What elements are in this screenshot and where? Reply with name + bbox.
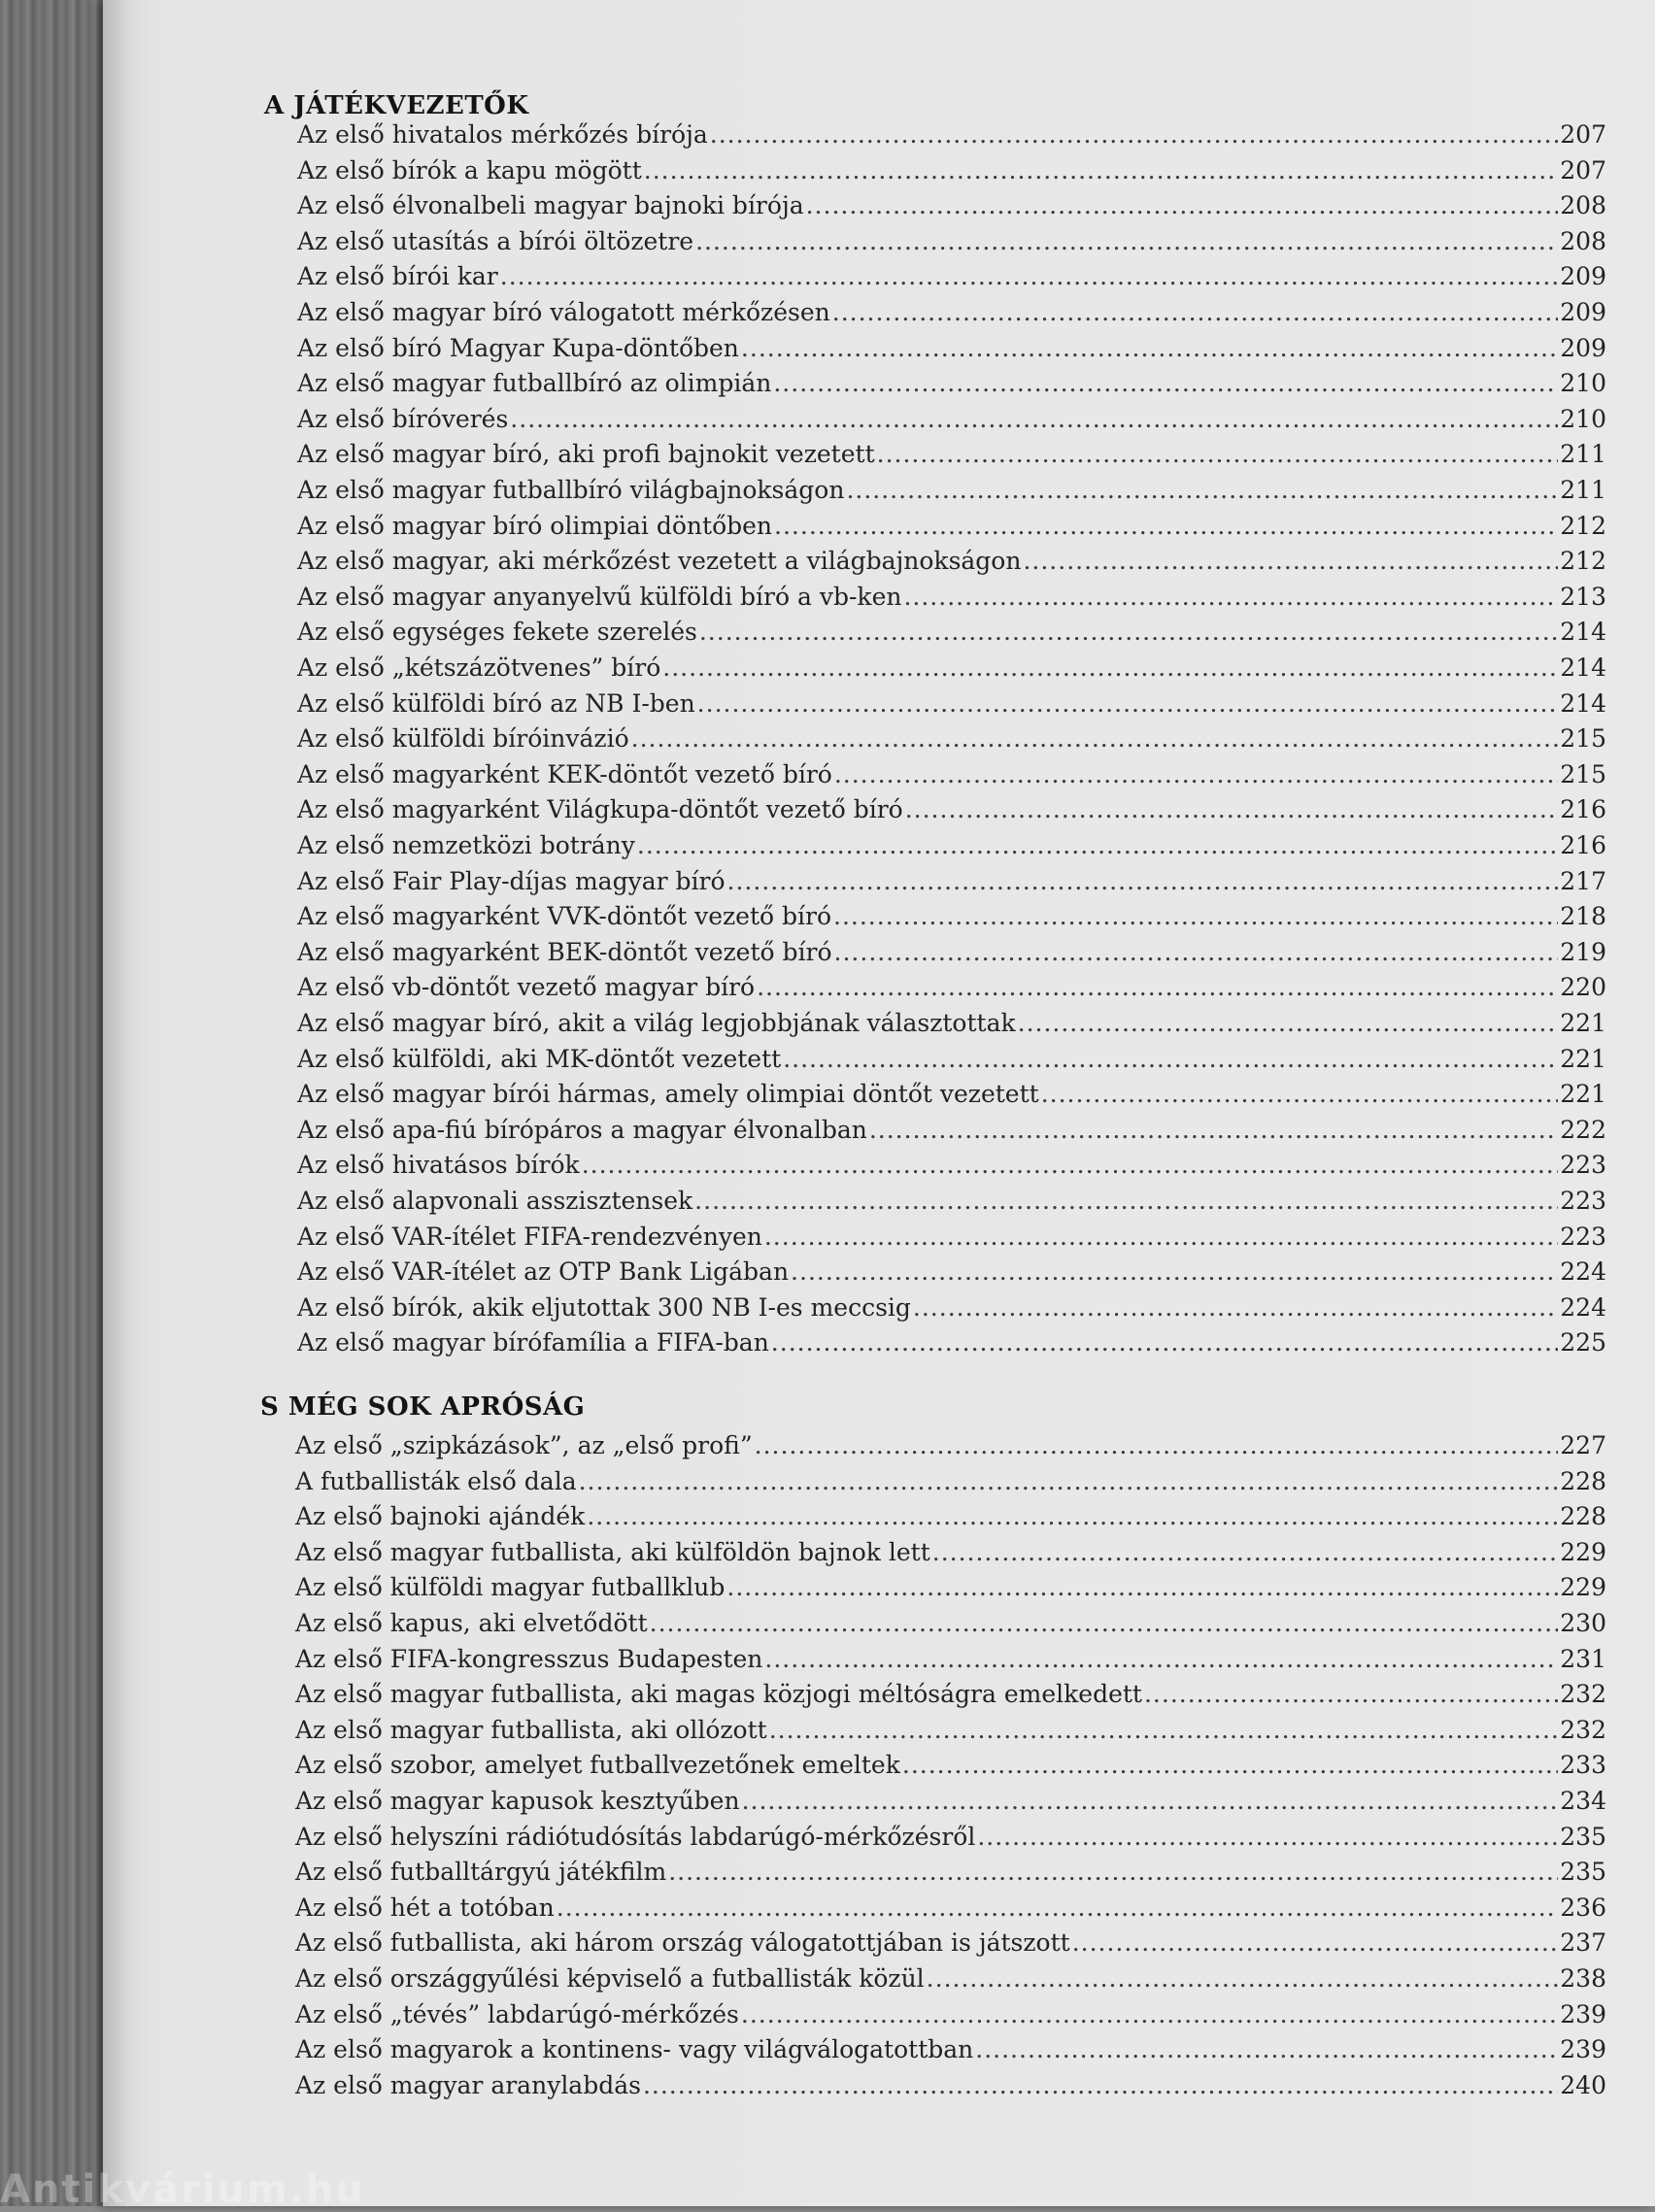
toc-entry	[297, 1223, 1606, 1257]
entry-page-number: 235	[1560, 1822, 1606, 1851]
toc-entry	[297, 583, 1606, 618]
wooden-background	[0, 0, 103, 2206]
entry-page-number: 228	[1560, 1502, 1606, 1531]
dot-leader	[783, 1045, 1558, 1073]
toc-entry	[295, 1787, 1606, 1822]
toc-entry	[295, 1928, 1606, 1963]
entry-title: Az első magyar aranylabdás	[295, 2070, 641, 2099]
entry-title: Az első magyar futballbíró világbajnokságon	[297, 476, 845, 504]
dot-leader	[869, 1116, 1558, 1144]
dot-leader	[637, 831, 1558, 859]
entry-page-number: 234	[1560, 1787, 1606, 1815]
entry-page-number: 220	[1560, 973, 1606, 1002]
dot-leader	[1041, 1080, 1559, 1108]
entry-page-number: 229	[1560, 1573, 1606, 1602]
toc-entry	[295, 1751, 1606, 1786]
toc-entry	[297, 1116, 1606, 1151]
entry-title: Az első futballista, aki három ország válogatottjában is játszott	[295, 1928, 1070, 1958]
dot-leader	[757, 973, 1558, 1001]
toc-entry	[297, 334, 1606, 369]
dot-leader	[905, 795, 1559, 823]
entry-title: Az első külföldi bíróinvázió	[297, 724, 629, 754]
toc-entry	[295, 2071, 1606, 2106]
toc-entry	[297, 724, 1606, 759]
entry-title: Az első magyar futballbíró az olimpián	[297, 369, 772, 398]
toc-entry	[297, 689, 1606, 724]
entry-title: A futballisták első dala	[295, 1466, 577, 1495]
entry-title: Az első VAR-ítélet FIFA-rendezvényen	[297, 1222, 762, 1251]
dot-leader	[579, 1467, 1559, 1495]
entry-page-number: 215	[1560, 759, 1606, 788]
entry-page-number: 224	[1560, 1257, 1606, 1287]
entry-title: Az első bajnoki ajándék	[295, 1502, 586, 1531]
entry-title: Az első hivatásos bírók	[297, 1151, 580, 1180]
entry-title: Az első „kétszázötvenes” bíró	[297, 654, 661, 682]
entry-page-number: 219	[1560, 937, 1606, 966]
entry-title: Az első Fair Play-díjas magyar bíró	[297, 866, 726, 895]
dot-leader	[833, 902, 1558, 930]
entry-page-number: 230	[1560, 1609, 1606, 1637]
entry-title: Az első országgyűlési képviselő a futballisták közül	[295, 1964, 925, 1993]
dot-leader	[582, 1151, 1559, 1179]
dot-leader	[832, 298, 1559, 326]
entry-title: Az első magyarként KEK-döntőt vezető bíró	[297, 759, 832, 788]
entry-page-number: 214	[1560, 618, 1606, 647]
entry-title: Az első bírói kar	[297, 262, 498, 291]
dot-leader	[774, 512, 1558, 540]
entry-page-number: 209	[1560, 298, 1606, 326]
toc-entry	[297, 369, 1606, 404]
toc-entry	[297, 831, 1606, 866]
entry-title: Az első magyar bíró, akit a világ legjobbjának választottak	[297, 1009, 1016, 1037]
entry-page-number: 216	[1560, 831, 1606, 859]
entry-title: Az első külföldi bíró az NB I-ben	[297, 688, 695, 718]
dot-leader	[699, 618, 1558, 646]
dot-leader	[662, 654, 1558, 682]
toc-entry	[295, 1680, 1606, 1715]
entry-page-number: 221	[1560, 1009, 1606, 1037]
dot-leader	[773, 369, 1558, 397]
entry-page-number: 217	[1560, 866, 1606, 895]
dot-leader	[631, 724, 1559, 753]
entry-title: Az első magyar bírófamília a FIFA-ban	[297, 1328, 769, 1357]
watermark: Antikvárium.hu	[0, 2167, 365, 2212]
dot-leader	[695, 227, 1558, 255]
entry-page-number: 224	[1560, 1292, 1606, 1322]
dot-leader	[500, 262, 1559, 290]
entry-title: Az első magyarként Világkupa-döntőt vezető bíró	[297, 795, 903, 824]
entry-page-number: 212	[1560, 511, 1606, 540]
dot-leader	[1018, 1009, 1559, 1037]
entry-page-number: 221	[1560, 1080, 1606, 1109]
book-page	[103, 0, 1655, 2206]
dot-leader	[697, 689, 1559, 718]
toc-entry	[297, 262, 1606, 297]
dot-leader	[510, 405, 1558, 433]
toc-entry	[295, 1823, 1606, 1858]
entry-page-number: 233	[1560, 1751, 1606, 1780]
toc-entry	[297, 1151, 1606, 1186]
toc-entry	[297, 618, 1606, 653]
dot-leader	[771, 1328, 1558, 1357]
toc-entry	[297, 973, 1606, 1008]
toc-entry	[297, 547, 1606, 582]
toc-entry	[297, 795, 1606, 830]
toc-entry	[297, 1328, 1606, 1363]
toc-entry	[297, 1293, 1606, 1328]
toc-entry	[297, 654, 1606, 688]
entry-title: Az első magyar futballista, aki ollózott	[295, 1715, 767, 1744]
toc-entry	[295, 1538, 1606, 1573]
dot-leader	[643, 2071, 1558, 2099]
entry-page-number: 239	[1560, 1999, 1606, 2028]
entry-title: Az első „szipkázások”, az „első profi”	[295, 1431, 753, 1459]
entry-title: Az első alapvonali asszisztensek	[297, 1187, 693, 1215]
toc-entry	[297, 298, 1606, 333]
entry-title: Az első magyar anyanyelvű külföldi bíró a vb-ken	[297, 582, 902, 611]
entry-page-number: 240	[1560, 2070, 1606, 2099]
entry-page-number: 223	[1560, 1187, 1606, 1215]
entry-title: Az első magyar bíró válogatott mérkőzésen	[297, 298, 830, 326]
entry-title: Az első magyar, aki mérkőzést vezetett a világbajnokságon	[297, 547, 1022, 576]
entry-page-number: 212	[1560, 547, 1606, 576]
entry-page-number: 237	[1560, 1928, 1606, 1958]
entry-page-number: 215	[1560, 724, 1606, 754]
toc-entry	[297, 1080, 1606, 1115]
toc-entry	[295, 1431, 1606, 1466]
dot-leader	[557, 1894, 1559, 1922]
dot-leader	[927, 1964, 1559, 1993]
dot-leader	[834, 760, 1558, 788]
entry-page-number: 232	[1560, 1715, 1606, 1744]
entry-title: Az első magyar kapusok kesztyűben	[295, 1787, 740, 1815]
entry-page-number: 214	[1560, 654, 1606, 682]
dot-leader	[1023, 547, 1558, 575]
dot-leader	[902, 1751, 1558, 1779]
dot-leader	[644, 156, 1559, 184]
dot-leader	[764, 1645, 1558, 1673]
toc-entry	[297, 512, 1606, 547]
entry-title: Az első bírók, akik eljutottak 300 NB I-es meccsig	[297, 1292, 911, 1322]
entry-page-number: 225	[1560, 1328, 1606, 1357]
entry-page-number: 221	[1560, 1044, 1606, 1073]
entry-title: Az első futballtárgyú játékfilm	[295, 1858, 667, 1887]
entry-title: Az első magyar bírói hármas, amely olimpiai döntőt vezetett	[297, 1080, 1039, 1109]
toc-entry	[297, 902, 1606, 937]
entry-title: Az első bírók a kapu mögött	[297, 155, 642, 184]
toc-entry	[295, 2000, 1606, 2035]
toc-entry	[295, 1467, 1606, 1502]
dot-leader	[650, 1609, 1559, 1637]
dot-leader	[710, 120, 1559, 149]
entry-page-number: 228	[1560, 1466, 1606, 1495]
dot-leader	[877, 440, 1559, 468]
toc-entry	[297, 760, 1606, 795]
toc-entry	[297, 156, 1606, 191]
entry-title: Az első szobor, amelyet futballvezetőnek emeltek	[295, 1751, 900, 1780]
entry-title: Az első magyarként VVK-döntőt vezető bíró	[297, 902, 832, 931]
dot-leader	[834, 938, 1559, 966]
dot-leader	[806, 191, 1559, 219]
dot-leader	[1144, 1680, 1558, 1708]
dot-leader	[769, 1716, 1559, 1744]
dot-leader	[587, 1502, 1558, 1530]
entry-page-number: 218	[1560, 902, 1606, 931]
entry-title: Az első apa-fiú bírópáros a magyar élvonalban	[297, 1115, 867, 1144]
entry-title: Az első magyar bíró, aki profi bajnokit vezetett	[297, 440, 875, 469]
entry-title: Az első magyar futballista, aki külföldön bajnok lett	[295, 1537, 930, 1566]
dot-leader	[727, 867, 1559, 895]
entry-title: Az első magyarként BEK-döntőt vezető bíró	[297, 937, 832, 966]
dot-leader	[694, 1187, 1558, 1215]
entry-page-number: 211	[1560, 476, 1606, 504]
entry-page-number: 232	[1560, 1680, 1606, 1709]
toc-entry	[297, 1009, 1606, 1044]
entry-page-number: 227	[1560, 1431, 1606, 1459]
entry-page-number: 223	[1560, 1222, 1606, 1251]
entry-page-number: 216	[1560, 795, 1606, 824]
toc-entry	[297, 476, 1606, 511]
dot-leader	[742, 1787, 1559, 1815]
toc-entry	[297, 1187, 1606, 1222]
entry-title: Az első magyar bíró olimpiai döntőben	[297, 511, 773, 540]
toc-entry	[295, 1858, 1606, 1893]
entry-page-number: 210	[1560, 404, 1606, 433]
entry-page-number: 235	[1560, 1858, 1606, 1887]
entry-title: Az első magyarok a kontinens- vagy világválogatottban	[295, 2035, 974, 2064]
entry-page-number: 211	[1560, 440, 1606, 469]
dot-leader	[932, 1538, 1559, 1566]
toc-entry	[297, 1257, 1606, 1292]
entry-title: Az első FIFA-kongresszus Budapesten	[295, 1644, 763, 1673]
entry-page-number: 238	[1560, 1964, 1606, 1993]
toc-entry	[297, 867, 1606, 902]
entry-title: Az első hét a totóban	[295, 1893, 555, 1922]
toc-entry	[295, 2035, 1606, 2070]
entry-page-number: 229	[1560, 1537, 1606, 1566]
entry-title: Az első „tévés” labdarúgó-mérkőzés	[295, 1999, 739, 2028]
toc-entry	[295, 1894, 1606, 1928]
dot-leader	[903, 583, 1558, 611]
entry-title: Az első VAR-ítélet az OTP Bank Ligában	[297, 1257, 790, 1287]
dot-leader	[726, 1573, 1558, 1601]
entry-page-number: 209	[1560, 262, 1606, 291]
toc-entry	[295, 1573, 1606, 1608]
toc-entry	[297, 227, 1606, 262]
toc-entry	[297, 191, 1606, 226]
dot-leader	[1072, 1928, 1559, 1957]
toc-entry	[297, 120, 1606, 155]
entry-title: Az első külföldi magyar futballklub	[295, 1573, 726, 1602]
toc-entry	[297, 440, 1606, 475]
entry-page-number: 223	[1560, 1151, 1606, 1180]
toc-entry	[297, 1045, 1606, 1080]
toc-entry	[295, 1609, 1606, 1644]
entry-page-number: 214	[1560, 688, 1606, 718]
entry-title: Az első élvonalbeli magyar bajnoki bírója	[297, 191, 804, 220]
entry-page-number: 231	[1560, 1644, 1606, 1673]
entry-page-number: 210	[1560, 369, 1606, 398]
entry-title: Az első hivatalos mérkőzés bírója	[297, 120, 708, 149]
entry-title: Az első vb-döntőt vezető magyar bíró	[297, 973, 756, 1002]
toc-entry	[297, 938, 1606, 973]
dot-leader	[913, 1293, 1558, 1322]
toc-entry	[295, 1502, 1606, 1537]
toc-entry	[295, 1964, 1606, 1999]
entry-page-number: 207	[1560, 155, 1606, 184]
entry-page-number: 209	[1560, 333, 1606, 362]
entry-title: Az első utasítás a bírói öltözetre	[297, 226, 694, 255]
section-title: A JÁTÉKVEZETŐK	[264, 91, 529, 120]
toc-entry	[295, 1716, 1606, 1751]
toc-entry	[297, 405, 1606, 440]
toc-entry	[295, 1645, 1606, 1680]
dot-leader	[977, 1823, 1558, 1851]
entry-title: Az első kapus, aki elvetődött	[295, 1609, 648, 1637]
dot-leader	[975, 2035, 1558, 2063]
dot-leader	[764, 1223, 1558, 1251]
entry-page-number: 222	[1560, 1115, 1606, 1144]
entry-page-number: 213	[1560, 582, 1606, 611]
entry-title: Az első bíróverés	[297, 404, 509, 433]
entry-title: Az első nemzetközi botrány	[297, 831, 635, 859]
entry-page-number: 236	[1560, 1893, 1606, 1922]
dot-leader	[791, 1257, 1558, 1286]
entry-title: Az első helyszíni rádiótudósítás labdarúgó-mérkőzésről	[295, 1822, 976, 1851]
entry-title: Az első bíró Magyar Kupa-döntőben	[297, 333, 739, 362]
entry-page-number: 208	[1560, 226, 1606, 255]
entry-title: Az első egységes fekete szerelés	[297, 618, 697, 647]
dot-leader	[846, 476, 1558, 504]
entry-title: Az első magyar futballista, aki magas közjogi méltóságra emelkedett	[295, 1680, 1142, 1709]
dot-leader	[755, 1431, 1559, 1459]
dot-leader	[668, 1858, 1558, 1886]
dot-leader	[741, 334, 1558, 362]
entry-title: Az első külföldi, aki MK-döntőt vezetett	[297, 1044, 782, 1073]
entry-page-number: 208	[1560, 191, 1606, 220]
dot-leader	[741, 2000, 1558, 2028]
section-title: S MÉG SOK APRÓSÁG	[260, 1392, 586, 1422]
entry-page-number: 207	[1560, 120, 1606, 149]
entry-page-number: 239	[1560, 2035, 1606, 2064]
